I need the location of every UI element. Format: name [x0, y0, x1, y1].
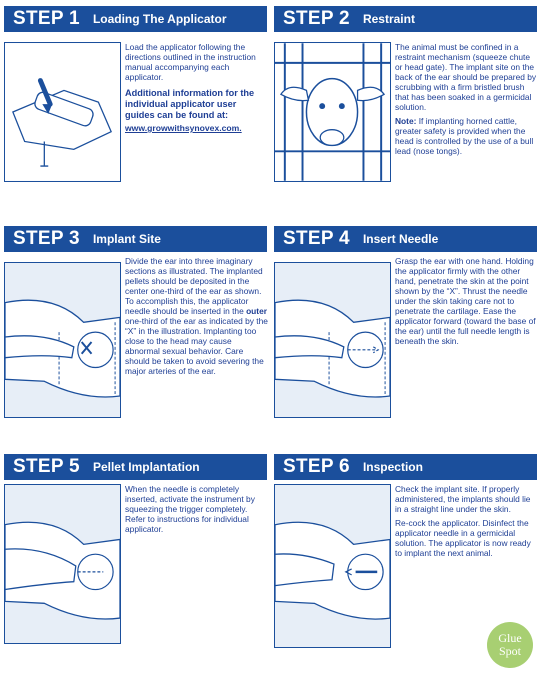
- step-1-text: [125, 42, 268, 133]
- step-6-text: [395, 484, 538, 562]
- step-1-instructions: Load the applicator following the directions outlined in the instruction manual accompanying each applicator.: [125, 42, 256, 82]
- step-2: [274, 6, 537, 156]
- restraint-chute-illustration: [274, 42, 391, 182]
- step-3-banner: [4, 226, 267, 252]
- step-2-instructions: The animal must be confined in a restraint mechanism (squeeze chute or head gate). The implant site on the back of the ear should be prepared by scrubbing with a firm bristled brush that has been soaked in a germicidal solution.: [395, 42, 537, 112]
- pellet-implantation-illustration: [4, 484, 121, 644]
- note-label: Note:: [395, 116, 417, 126]
- step-1-banner: [4, 6, 267, 32]
- step-4-instructions: Grasp the ear with one hand. Holding the applicator firmly with the other hand, penetrate the skin at the point shown by the “X”. Thrust the needle under the skin taking care not to penetrate the cartilage. Ease the applicator forward (toward the base of the ear) until the full needle length is beneath the skin.: [395, 256, 536, 346]
- insert-needle-illustration: [274, 262, 391, 418]
- additional-info: Additional information for the individual applicator user guides can be found at:: [125, 88, 255, 120]
- applicator-loading-illustration: [4, 42, 121, 182]
- glue-spot-line-1: Glue: [498, 631, 522, 645]
- step-2-note: [395, 116, 538, 156]
- step-5-instructions: When the needle is completely inserted, activate the instrument by squeezing the trigger completely. Refer to instructions for individual applicator.: [125, 484, 255, 534]
- step-4-text: [395, 256, 538, 350]
- step-number: STEP 1: [13, 8, 80, 29]
- note-text: If implanting horned cattle, greater safety is provided when the head is controlled by the use of a bull lead (nose tongs).: [395, 116, 534, 156]
- step-title: Pellet Implantation: [92, 460, 200, 474]
- step-5-banner: [4, 454, 267, 480]
- step-number: STEP 4: [283, 228, 350, 249]
- step-number: STEP 3: [13, 228, 80, 249]
- step-title: Restraint: [362, 12, 415, 26]
- step-2-banner: [274, 6, 537, 32]
- glue-spot-badge: [487, 622, 533, 668]
- step-4-banner: [274, 226, 537, 252]
- inspection-illustration: [274, 484, 391, 648]
- step-2-text: [395, 42, 538, 160]
- step-6-banner: [274, 454, 537, 480]
- step-6-text-2: Re-cock the applicator. Disinfect the applicator needle in a germicidal solution. The applicator is now ready to implant the next animal.: [395, 518, 531, 558]
- step-3-text: [125, 256, 268, 380]
- step-1: [4, 6, 267, 133]
- step-3: [4, 226, 268, 376]
- step-title: Implant Site: [92, 232, 161, 246]
- step-number: STEP 6: [283, 456, 350, 477]
- step-title: Inspection: [362, 460, 423, 474]
- step-title: Insert Needle: [362, 232, 439, 246]
- step-6: [274, 454, 537, 558]
- step-3-text-a: Divide the ear into three imaginary sections as illustrated. The implanted pellets should be deposited in the center one-third of the ear as shown. To accomplish this, the applicator needle should be inserted in the: [125, 256, 263, 316]
- ear-sections-illustration: [4, 262, 121, 418]
- step-5-text: [125, 484, 268, 538]
- step-number: STEP 2: [283, 8, 350, 29]
- step-4: [274, 226, 537, 346]
- step-title: Loading The Applicator: [92, 12, 227, 26]
- step-3-outer: outer: [246, 306, 267, 316]
- step-3-text-c: one-third of the ear as indicated by the “X” in the illustration. Implanting too close to the head may cause abnormal sexual behavior. Care should be taken to avoid severing the major arteries of the ear.: [125, 316, 268, 376]
- website-link[interactable]: www.growwithsynovex.com.: [125, 123, 242, 133]
- step-number: STEP 5: [13, 456, 80, 477]
- glue-spot-line-2: Spot: [498, 644, 521, 658]
- step-6-text-1: Check the implant site. If properly administered, the implants should lie in a straight line under the skin.: [395, 484, 531, 514]
- step-5: [4, 454, 267, 534]
